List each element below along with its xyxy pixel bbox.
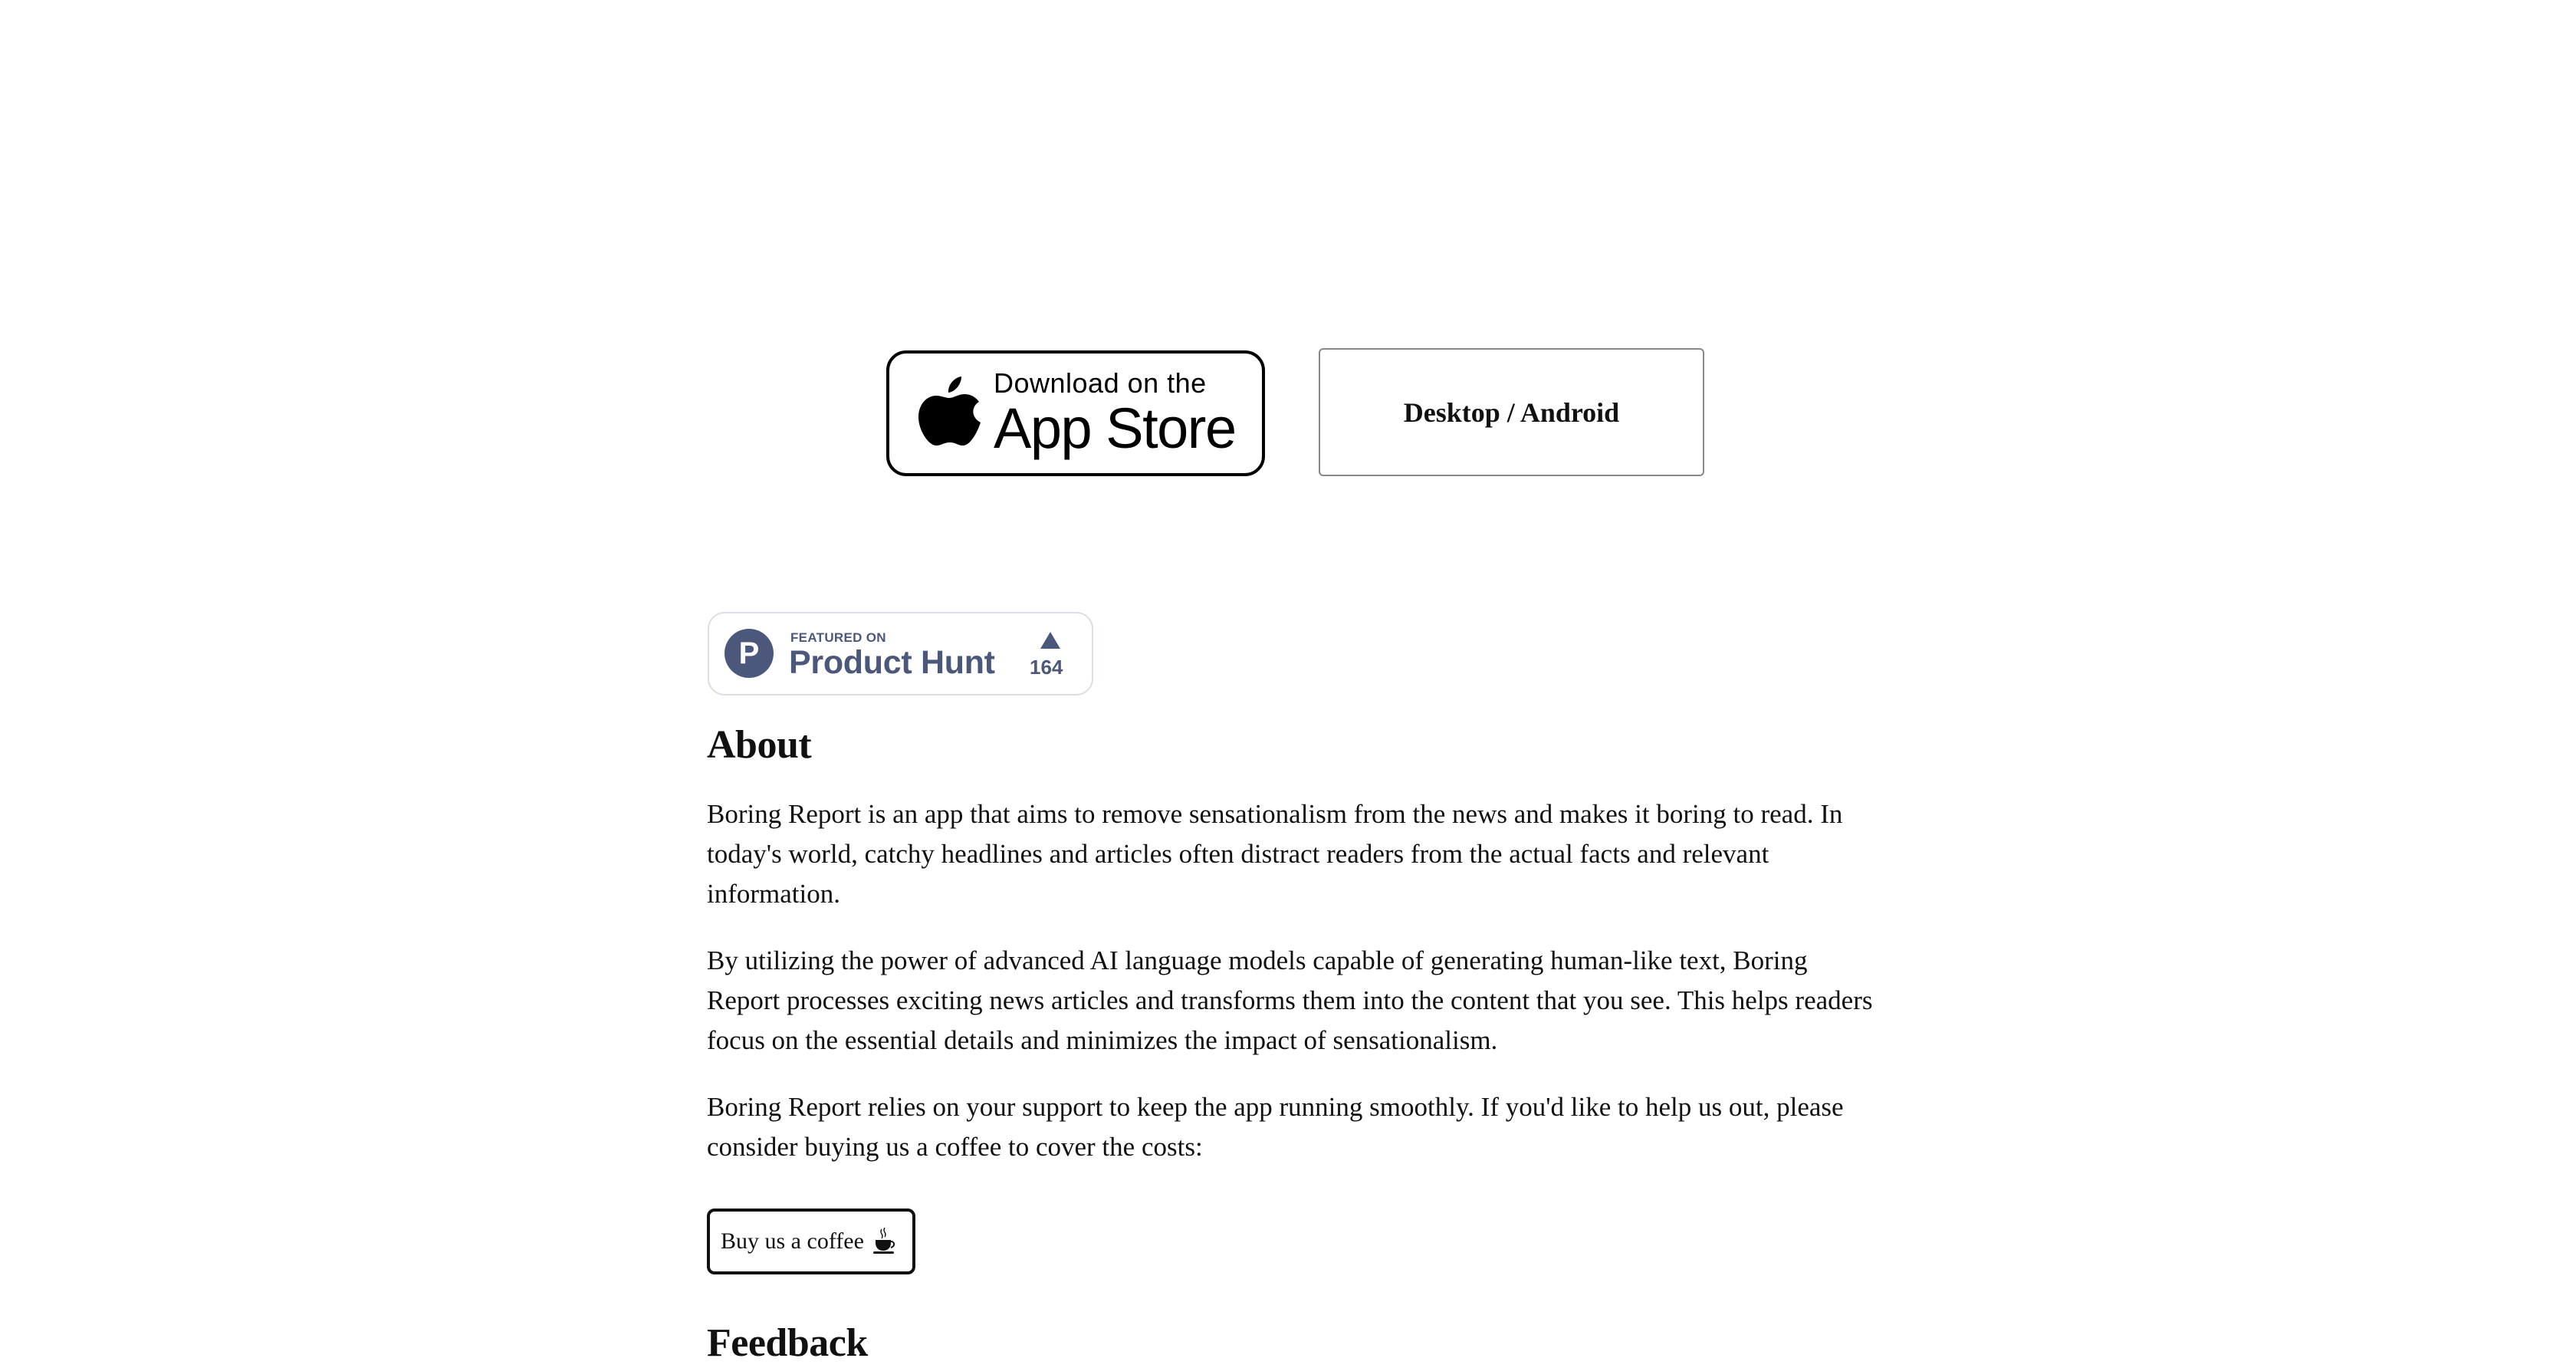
- product-hunt-logo-icon: P: [724, 629, 774, 678]
- app-store-line1: Download on the: [994, 367, 1207, 399]
- about-heading: About: [707, 723, 812, 767]
- about-section: [707, 721, 1880, 1368]
- upvote-triangle-icon: [1040, 632, 1060, 649]
- buy-coffee-label: Buy us a coffee: [721, 1228, 864, 1254]
- apple-logo-icon: [917, 375, 981, 452]
- feedback-heading: Feedback: [707, 1321, 868, 1365]
- upvote-count: 164: [1030, 656, 1063, 679]
- app-store-line2: App Store: [994, 396, 1236, 460]
- about-paragraph-1: Boring Report is an app that aims to remove sensationalism from the news and makes it boring to read. In today's world, catchy headlines and articles often distract readers from the actual facts and relevant information.: [707, 799, 1843, 909]
- about-paragraph-3: Boring Report relies on your support to keep the app running smoothly. If you'd like to help us out, please consider buying us a coffee to cover the costs:: [707, 1092, 1844, 1162]
- about-paragraph-2: By utilizing the power of advanced AI language models capable of generating human-like text, Boring Report processes exciting news articles and transforms them into the content that you see. This helps readers focus on the essential details and minimizes the impact of sensationalism.: [707, 945, 1873, 1055]
- app-store-button[interactable]: [886, 350, 1265, 476]
- desktop-android-button[interactable]: Desktop / Android: [1319, 348, 1704, 476]
- product-hunt-badge[interactable]: [708, 612, 1093, 696]
- coffee-cup-icon: [873, 1228, 896, 1255]
- featured-on-label: FEATURED ON: [790, 630, 886, 645]
- buy-coffee-button[interactable]: [707, 1209, 915, 1274]
- product-hunt-name: Product Hunt: [789, 644, 995, 681]
